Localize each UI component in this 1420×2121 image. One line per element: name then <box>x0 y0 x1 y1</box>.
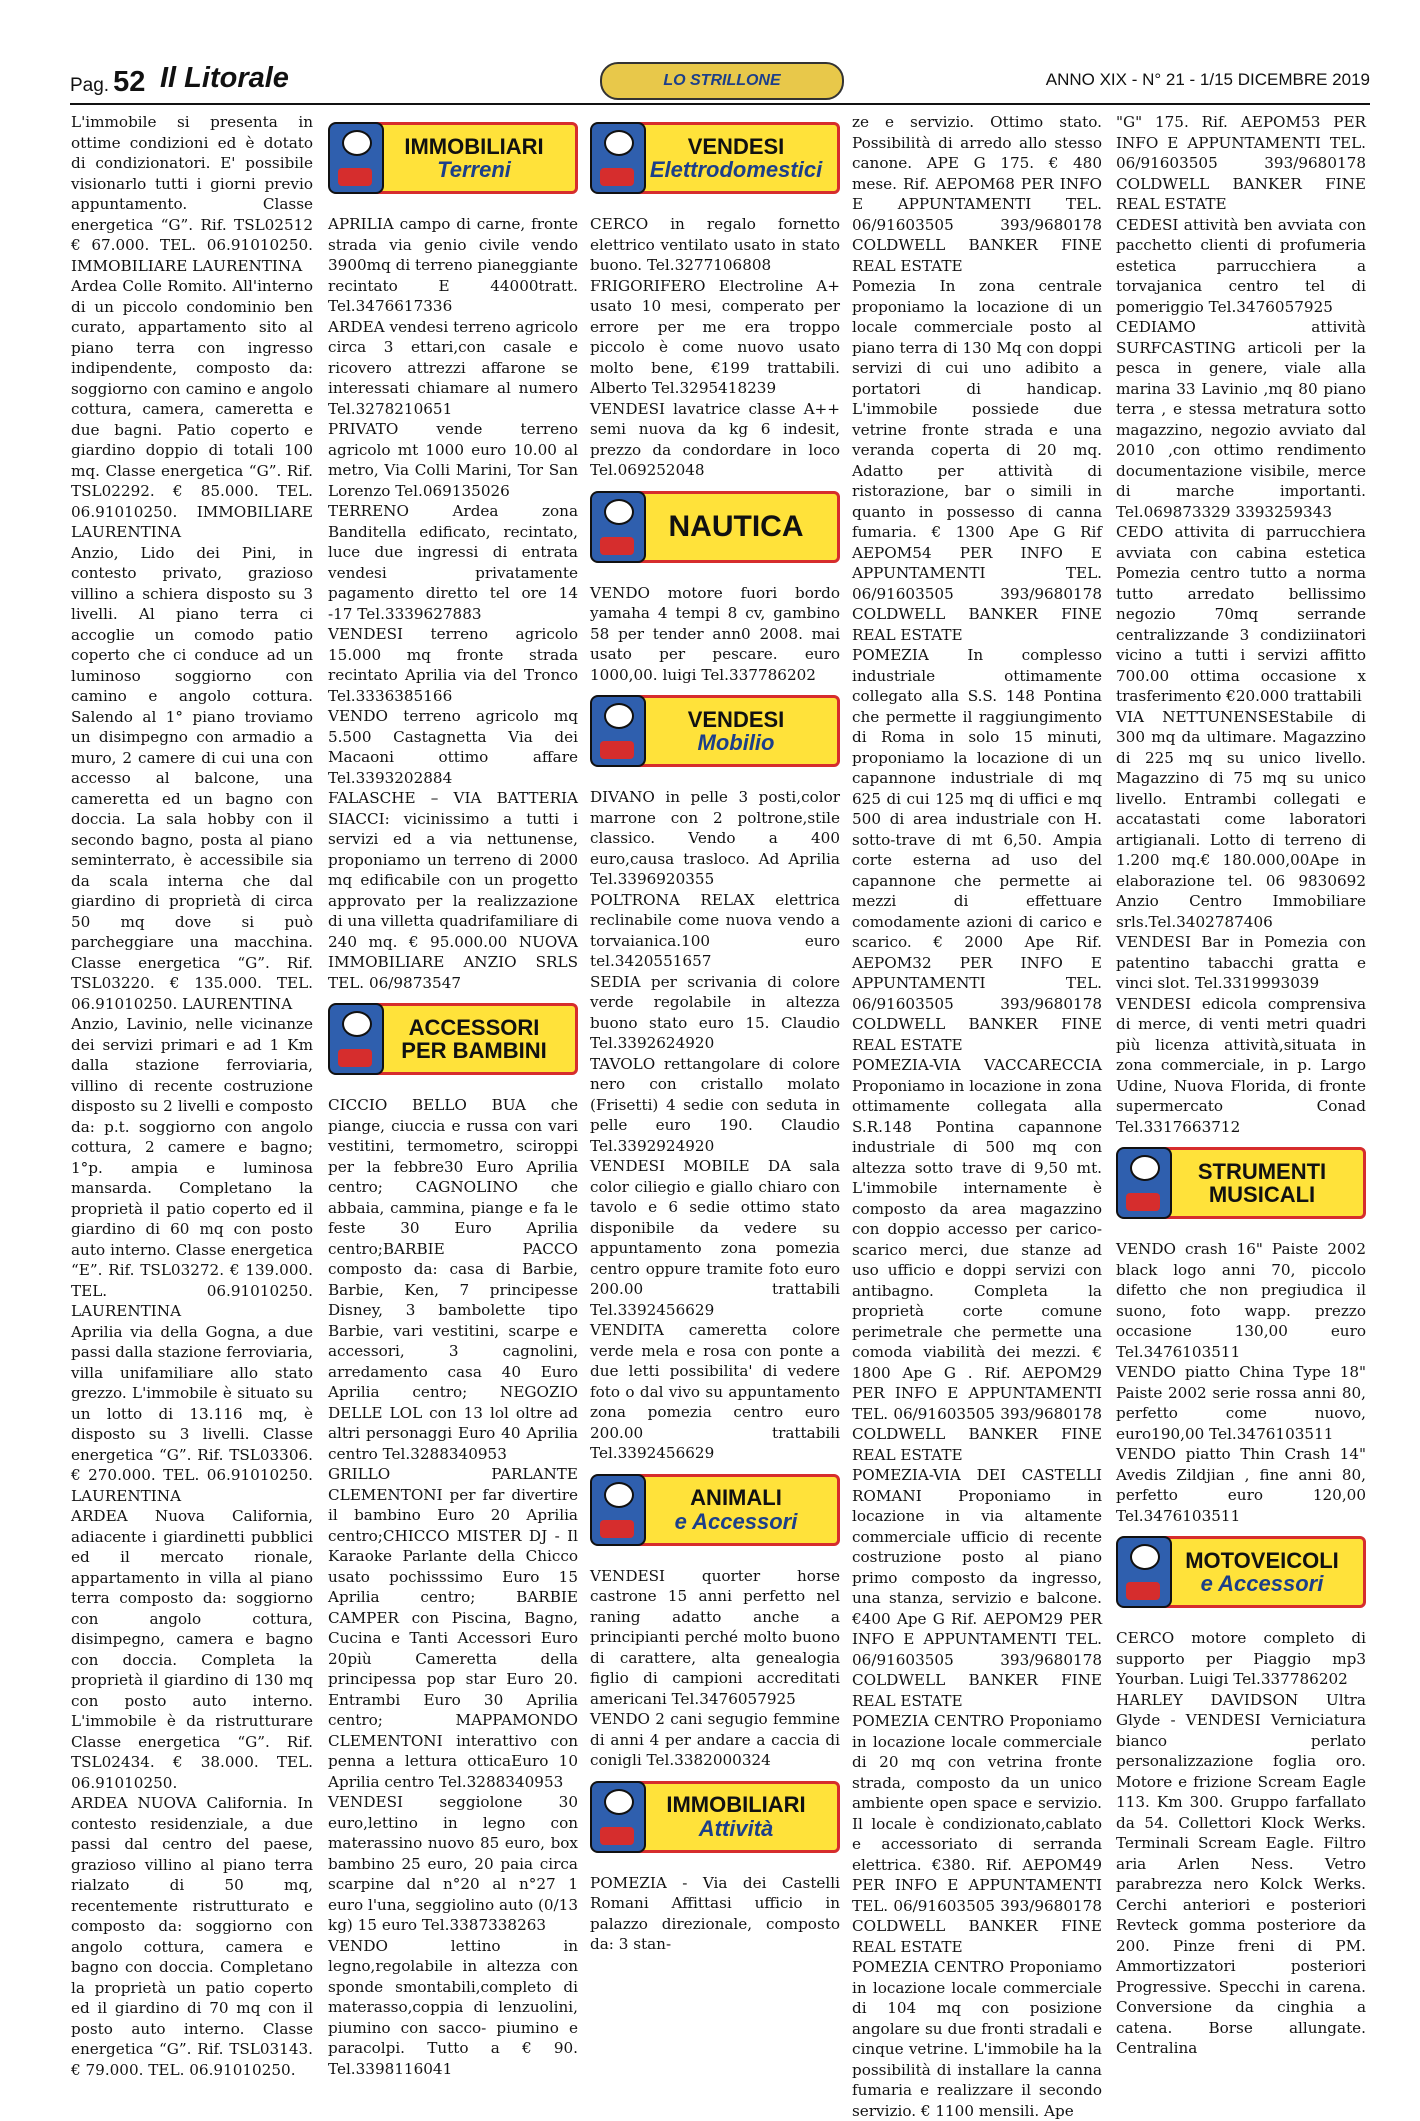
classified-ad: Anzio, Lavinio, nelle vicinanze dei servizi primari e ad 1 Km dalla stazione ferroviaria, villino di recente costruzione disposto su 2 livelli e composto da: p.t. soggiorno con angolo cottura, 2 camere e bagno; 1°p. ampia e luminosa mansarda. Completano la proprietà il patio coperto ed il giardino di 60 mq con posto auto interno. Classe energetica “E”. Rif. TSL03272. € 139.000. TEL. 06.91010250. LAURENTINA <box>71 1015 313 1320</box>
classified-ad: Pomezia In zona centrale proponiamo la locazione di un locale commerciale posto al piano terra di 130 Mq con doppi servizi di cui uno adibito a portatori di handicap. L'immobile possiede due vetrine fronte strada e una veranda coperta di 20 mq. Adatto per attività di ristorazione, bar o simili in quanto in possesso di canna fumaria. € 1300 Ape G Rif AEPOM54 PER INFO E APPUNTAMENTI TEL. 06/91603505 393/9680178 COLDWELL BANKER FINE REAL ESTATE <box>852 277 1102 644</box>
page-header <box>70 60 1370 100</box>
column-4 <box>852 112 1102 2121</box>
classified-ad: VENDO motore fuori bordo yamaha 4 tempi 8 cv, gambino 58 per tender ann0 2008. mai usato per pescare. euro 1000,00. luigi Tel.337786202 <box>590 583 840 684</box>
issue-info: ANNO XIX - N° 21 - 1/15 DICEMBRE 2019 <box>1045 70 1370 89</box>
classified-ad: SEDIA per scrivania di colore verde regolabile in altezza buono stato euro 15. Claudio Tel.3392624920 <box>590 972 840 1052</box>
mascot-icon <box>590 491 646 563</box>
classified-ad: POMEZIA In complesso industriale ottimamente collegato alla S.S. 148 Pontina che permette il raggiungimento di Roma in solo 15 minuti, proponiamo la locazione di un capannone industriale di mq 625 di cui 125 mq di uffici e mq 500 di area industriale con H. sotto-trave di mt 6,50. Ampia corte esterna ad uso del capannone che permette ai mezzi di effettuare comodamente azioni di carico e scarico. € 2000 Ape Rif. AEPOM32 PER INFO E APPUNTAMENTI TEL. 06/91603505 393/9680178 COLDWELL BANKER FINE REAL ESTATE <box>852 646 1102 1054</box>
classified-ad: CERCO motore completo di supporto per Piaggio mp3 Yourban. Luigi Tel.337786202 <box>1116 1629 1366 1688</box>
classified-ad: VENDO 2 cani segugio femmine di anni 4 per andare a caccia di conigli Tel.3382000324 <box>590 1710 840 1769</box>
classified-ad: CEDESI attività ben avviata con pacchetto clienti di profumeria estetica parrucchiera a torvajanica centro tel di pomeriggio Tel.3476057925 <box>1116 215 1366 316</box>
classified-ad: Anzio, Lido dei Pini, in contesto privato, grazioso villino a schiera disposto su 3 livelli. Al piano terra ci accoglie un comodo patio coperto che ci conduce ad un luminoso soggiorno con camino e angolo cottura. Salendo al 1° piano troviamo un disimpegno con armadio a muro, 2 camere di cui una con accesso al balcone, una cameretta ed un bagno con doccia. La sala hobby con il secondo bagno, posta al piano seminterrato, è accessibile sia da scala interna che dal giardino di proprietà di circa 50 mq dove si può parcheggiare una macchina. Classe energetica “G”. Rif. TSL03220. € 135.000. TEL. 06.91010250. LAURENTINA <box>71 543 313 1013</box>
section-banner-attivita: IMMOBILIARI Attività <box>590 1777 840 1857</box>
classified-ad: VIA NETTUNENSEStabile di 300 mq da ultimare. Magazzino di 225 mq su unico livello. Magazzino di 75 mq su unico livello. Entrambi collegati e accatastati come laboratori artigianali. Lotto di terreno di 1.200 mq.€ 180.000,00Ape in elaborazione tel. 06 9830692 Anzio Centro Immobiliare srls.Tel.3402787406 <box>1116 707 1366 931</box>
classified-ad: FALASCHE – VIA BATTERIA SIACCI: vicinissimo a tutti i servizi ed a via nettunense, proponiamo un terreno di 2000 mq edificabile con un progetto approvato per la realizzazione di una villetta quadrifamiliare di 240 mq. € 95.000.00 NUOVA IMMOBILIARE ANZIO SRLS TEL. 06/9873547 <box>328 789 578 992</box>
classified-ad: POMEZIA-VIA VACCARECCIA Proponiamo in locazione in zona ottimamente collegata alla S.R.148 Pontina capannone industriale di 500 mq con altezza sotto trave di 9,50 mt. L'immobile internamente è composto da area magazzino con doppio accesso per carico-scarico merci, due stanze ad uso ufficio e doppi servizi con antibagno. Completa la proprietà corte comune perimetrale che permette una comoda viabilità dei mezzi. € 1800 Ape G . Rif. AEPOM29 PER INFO E APPUNTAMENTI TEL. 06/91603505 393/9680178 COLDWELL BANKER FINE REAL ESTATE <box>852 1056 1102 1464</box>
classified-ad: FRIGORIFERO Electroline A+ usato 10 mesi, comperato per errore per me era troppo piccolo è come nuovo usato molto bene, €199 trattabili. Alberto Tel.3295418239 <box>590 276 840 397</box>
classified-ad: HARLEY DAVIDSON Ultra Glyde - VENDESI Verniciatura bianco perlato personalizzazione foglia oro. Motore e frizione Scream Eagle 113. Km 300. Gruppo farfallato da 54. Collettori Klock Werks. Terminali Scream Eagle. Filtro aria Arlen Ness. Vetro parabrezza nero Kolck Werks. Cerchi anteriori e posteriori Revteck gomma posteriore da 200. Pinze freni di PM. Ammortizzatori posteriori Progressive. Specchi in carena. Conversione da cinghia a catena. Borse allungate. Centralina <box>1116 1690 1366 2057</box>
section-banner-terreni: IMMOBILIARI Terreni <box>328 118 578 198</box>
mascot-icon <box>328 1003 384 1075</box>
column-1 <box>71 112 313 2080</box>
classified-ad: VENDESI edicola comprensiva di merce, di venti metri quadri più licenza attività,situata in zona commerciale, in p. Largo Udine, Nuova Florida, di fronte supermercato Conad Tel.3317663712 <box>1116 994 1366 1136</box>
classified-ad: POMEZIA-VIA DEI CASTELLI ROMANI Proponiamo in locazione in via altamente commerciale ufficio di recente costruzione posto al piano primo composto da ingresso, una stanza, servizio e balcone. €400 Ape G Rif. AEPOM29 PER INFO E APPUNTAMENTI TEL. 06/91603505 393/9680178 COLDWELL BANKER FINE REAL ESTATE <box>852 1466 1102 1710</box>
classified-ad: VENDO crash 16" Paiste 2002 black logo anni 70, piccolo difetto che non pregiudica il suono, foto wapp. prezzo occasione 130,00 euro Tel.3476103511 <box>1116 1240 1366 1361</box>
classified-ad: ARDEA NUOVA California. In contesto residenziale, a due passi dal centro del paese, grazioso villino al piano terra rialzato di 50 mq, recentemente ristrutturato e composto da: soggiorno con angolo cottura, camera e bagno con doccia. Completano la proprietà un patio coperto ed il giardino di 70 mq con il posto auto interno. Classe energetica “G”. Rif. TSL03143. € 79.000. TEL. 06.91010250. <box>71 1794 313 2079</box>
classified-ad: TERRENO Ardea zona Banditella edificato, recintato, luce due ingressi di entrata vendesi privatamente pagamento diretto tel ore 14 -17 Tel.3339627883 <box>328 502 578 623</box>
classified-ad: CERCO in regalo fornetto elettrico ventilato usato in stato buono. Tel.3277106808 <box>590 215 840 274</box>
ad-list <box>590 1566 840 1771</box>
classified-ad: "G" 175. Rif. AEPOM53 PER INFO E APPUNTAMENTI TEL. 06/91603505 393/9680178 COLDWELL BANKER FINE REAL ESTATE <box>1116 113 1366 213</box>
mascot-icon <box>328 122 384 194</box>
column-3 <box>590 112 840 1955</box>
classified-ad: GRILLO PARLANTE CLEMENTONI per far divertire il bambino Euro 20 Aprilia centro;CHICCO MISTER DJ - Il Karaoke Parlante della Chicco usato pochisssimo Euro 15 Aprilia centro; BARBIE CAMPER con Piscina, Bagno, Cucina e Tanti Accessori Euro 20più Cameretta della principessa pop star Euro 20. Entrambi Euro 30 Aprilia centro; MAPPAMONDO CLEMENTONI interattivo con penna a lettura otticaEuro 10 Aprilia centro Tel.3288340953 <box>328 1465 578 1791</box>
mascot-icon <box>1116 1536 1172 1608</box>
classified-ad: CICCIO BELLO BUA che piange, ciuccia e russa con vari vestitini, termometro, sciroppi per la febbre30 Euro Aprilia centro; CAGNOLINO che abbaia, cammina, piange e fa le feste 30 Euro Aprilia centro;BARBIE PACCO composto da: casa di Barbie, Barbie, Ken, 7 principesse Disney, 3 bambolette tipo Barbie, vari vestitini, scarpe e accessori, 3 cagnolini, arredamento casa 40 Euro Aprilia centro; NEGOZIO DELLE LOL con 13 lol oltre ad altri personaggi Euro 40 Aprilia centro Tel.3288340953 <box>328 1096 578 1463</box>
classified-ad: VENDESI terreno agricolo 15.000 mq fronte strada recintato Aprilia via del Tronco Tel.3336385166 <box>328 625 578 705</box>
ad-list <box>590 583 840 686</box>
page-number: 52 <box>113 66 146 98</box>
classified-ad: VENDO lettino in legno,regolabile in altezza con sponde smontabili,completo di materasso,coppia di lenzuolini, piumino con sacco- piumino e paracolpi. Tutto a € 90. Tel.3398116041 <box>328 1936 578 2078</box>
section-banner-bambini: ACCESSORI PER BAMBINI <box>328 999 578 1079</box>
mascot-icon <box>1116 1147 1172 1219</box>
ad-list <box>1116 112 1366 1137</box>
classified-ad: POLTRONA RELAX elettrica reclinabile come nuova vendo a torvaianica.100 euro tel.3420551657 <box>590 890 840 970</box>
classified-ad: Aprilia via della Gogna, a due passi dalla stazione ferroviaria, villa unifamiliare allo stato grezzo. L'immobile è situato su un lotto di 13.116 mq, è disposto su 3 livelli. Classe energetica “G”. Rif. TSL03306. € 270.000. TEL. 06.91010250. LAURENTINA <box>71 1322 313 1505</box>
classified-ad: TAVOLO rettangolare di colore nero con cristallo molato (Frisetti) 4 sedie con seduta in pelle euro 190. Claudio Tel.3392924920 <box>590 1054 840 1155</box>
classified-ad: CEDIAMO attività SURFCASTING articoli per la pesca in genere, viale alla marina 33 Lavinio ,mq 80 piano terra , e stessa metratura sotto magazzino, negozio avviato dal 2010 ,con ottimo rendimento documentazione visibile, merce di marche importanti. Tel.069873329 3393259343 <box>1116 318 1366 521</box>
header-rule <box>70 103 1370 105</box>
classified-ad: APRILIA campo di carne, fronte strada via genio civile vendo 3900mq di terreno pianeggiante recintato E 44000tratt. Tel.3476617336 <box>328 215 578 315</box>
classified-ad: ze e servizio. Ottimo stato. Possibilità di arredo allo stesso canone. APE G 175. € 480 mese. Rif. AEPOM68 PER INFO E APPUNTAMENTI TEL. 06/91603505 393/9680178 COLDWELL BANKER FINE REAL ESTATE <box>852 113 1102 275</box>
section-banner-motoveicoli: MOTOVEICOLI e Accessori <box>1116 1532 1366 1612</box>
classified-ad: VENDESI quorter horse castrone 15 anni perfetto nel raning adatto anche a principianti perché molto buono di carattere, alta genealogia figlio di campioni accreditati americani Tel.3476057925 <box>590 1566 840 1708</box>
mascot-icon <box>590 1474 646 1546</box>
classified-ad: ARDEA Nuova California, adiacente i giardinetti pubblici ed il mercato rionale, appartamento in villa al piano terra composto da: soggiorno con angolo cottura, disimpegno, camera e bagno con doccia. Completa la proprietà il giardino di 130 mq con posto auto interno. L'immobile è da ristrutturare Classe energetica “G”. Rif. TSL02434. € 38.000. TEL. 06.91010250. <box>71 1507 313 1792</box>
column-2 <box>328 112 578 2079</box>
classified-ad: PRIVATO vende terreno agricolo mt 1000 euro 10.00 al metro, Via Colli Marini, Tor San Lorenzo Tel.069135026 <box>328 420 578 500</box>
ad-list <box>1116 1628 1366 2059</box>
mascot-icon <box>590 122 646 194</box>
classified-ad: VENDO piatto Thin Crash 14" Avedis Zildjian , fine anni 80, perfetto euro 120,00 Tel.3476103511 <box>1116 1445 1366 1525</box>
newspaper-name: Il Litorale <box>160 62 289 94</box>
ad-list <box>1116 1239 1366 1526</box>
classified-ad: DIVANO in pelle 3 posti,color marrone con 2 poltrone,stile classico. Vendo a 400 euro,causa trasloco. Ad Aprilia Tel.3396920355 <box>590 788 840 888</box>
classified-ad: VENDESI Bar in Pomezia con patentino tabacchi gratta e vinci slot. Tel.3319993039 <box>1116 933 1366 992</box>
mascot-icon <box>590 695 646 767</box>
section-banner-elettrodomestici: VENDESI Elettrodomestici <box>590 118 840 198</box>
ad-list <box>590 214 840 481</box>
classified-ad: VENDESI MOBILE DA sala color ciliegio e giallo chiaro con tavolo e 6 sedie ottimo stato disponibile da vedere su appuntamento zona pomezia centro oppure tramite foto euro 200.00 trattabili Tel.3392456629 <box>590 1157 840 1319</box>
section-banner-strumenti: STRUMENTI MUSICALI <box>1116 1143 1366 1223</box>
lo-strillone-logo: LO STRILLONE <box>600 62 844 100</box>
column-5 <box>1116 112 1366 2059</box>
ad-list <box>590 1873 840 1955</box>
classified-ad: POMEZIA CENTRO Proponiamo in locazione locale commerciale di 104 mq con posizione angolare su due fronti stradali e cinque vetrine. L'immobile ha la possibilità di installare la canna fumaria e realizzare il secondo servizio. € 1100 mensili. Ape <box>852 1958 1102 2120</box>
ad-list <box>590 787 840 1464</box>
classified-ad: CEDO attivita di parrucchiera avviata con cabina estetica Pomezia centro tutto a norma tutto arredato bellissimo negozio 70mq serrande centralizzande 3 condiziinatori vicino a tutti i servizi affitto 700.00 ottima occasione x trasferimento €20.000 trattabili <box>1116 523 1366 705</box>
page-label: Pag. 52 <box>70 66 146 98</box>
mascot-icon <box>590 1781 646 1853</box>
section-banner-animali: ANIMALI e Accessori <box>590 1470 840 1550</box>
classified-ad: VENDO terreno agricolo mq 5.500 Castagnetta Via dei Macaoni ottimo affare Tel.3393202884 <box>328 707 578 787</box>
classified-ad: POMEZIA CENTRO Proponiamo in locazione locale commerciale di 20 mq con vetrina fronte strada, composto da un unico ambiente open space e servizio. Il locale è condizionato,cablato e accessoriato di serranda elettrica. €380. Rif. AEPOM49 PER INFO E APPUNTAMENTI TEL. 06/91603505 393/9680178 COLDWELL BANKER FINE REAL ESTATE <box>852 1712 1102 1956</box>
ad-list <box>852 112 1102 2121</box>
classified-ad: ARDEA vendesi terreno agricolo circa 3 ettari,con casale e ricovero attrezzi affarone se interessati chiamare al numero Tel.3278210651 <box>328 317 578 418</box>
section-banner-nautica: NAUTICA <box>590 487 840 567</box>
classified-ad: VENDITA cameretta colore verde mela e rosa con ponte a due letti possibilita' di vedere foto o dal vivo su appuntamento zona pomezia centro euro 200.00 trattabili Tel.3392456629 <box>590 1321 840 1462</box>
classified-ad: VENDESI lavatrice classe A++ semi nuova da kg 6 indesit, prezzo da condordare in loco Tel.069252048 <box>590 399 840 479</box>
classified-ad: Ardea Colle Romito. All'interno di un piccolo condominio ben curato, appartamento sito al piano terra con ingresso indipendente, composto da: soggiorno con camino e angolo cottura, camera, cameretta e due bagni. Patio coperto e giardino doppio di totali 100 mq. Classe energetica “G”. Rif. TSL02292. € 85.000. TEL. 06.91010250. IMMOBILIARE LAURENTINA <box>71 277 313 541</box>
classified-ad: L'immobile si presenta in ottime condizioni ed è dotato di condizionatori. E' possibile visionarlo tutti i giorni previo appuntamento. Classe energetica “G”. Rif. TSL02512 € 67.000. TEL. 06.91010250. IMMOBILIARE LAURENTINA <box>71 113 313 275</box>
classified-ad: POMEZIA - Via dei Castelli Romani Affittasi ufficio in palazzo direzionale, composto da: 3 stan- <box>590 1873 840 1953</box>
ad-list <box>328 1095 578 2079</box>
ad-list <box>71 112 313 2080</box>
ad-list <box>328 214 578 993</box>
section-banner-mobilio: VENDESI Mobilio <box>590 691 840 771</box>
classified-ad: VENDESI seggiolone 30 euro,lettino in legno con materassino nuovo 85 euro, box bambino 25 euro, 20 paia circa scarpine dal n°20 al n°27 1 euro l'una, seggiolino auto (0/13 kg) 15 euro Tel.3387338263 <box>328 1793 578 1934</box>
classified-ad: VENDO piatto China Type 18" Paiste 2002 serie rossa anni 80, perfetto come nuovo, euro190,00 Tel.3476103511 <box>1116 1363 1366 1443</box>
